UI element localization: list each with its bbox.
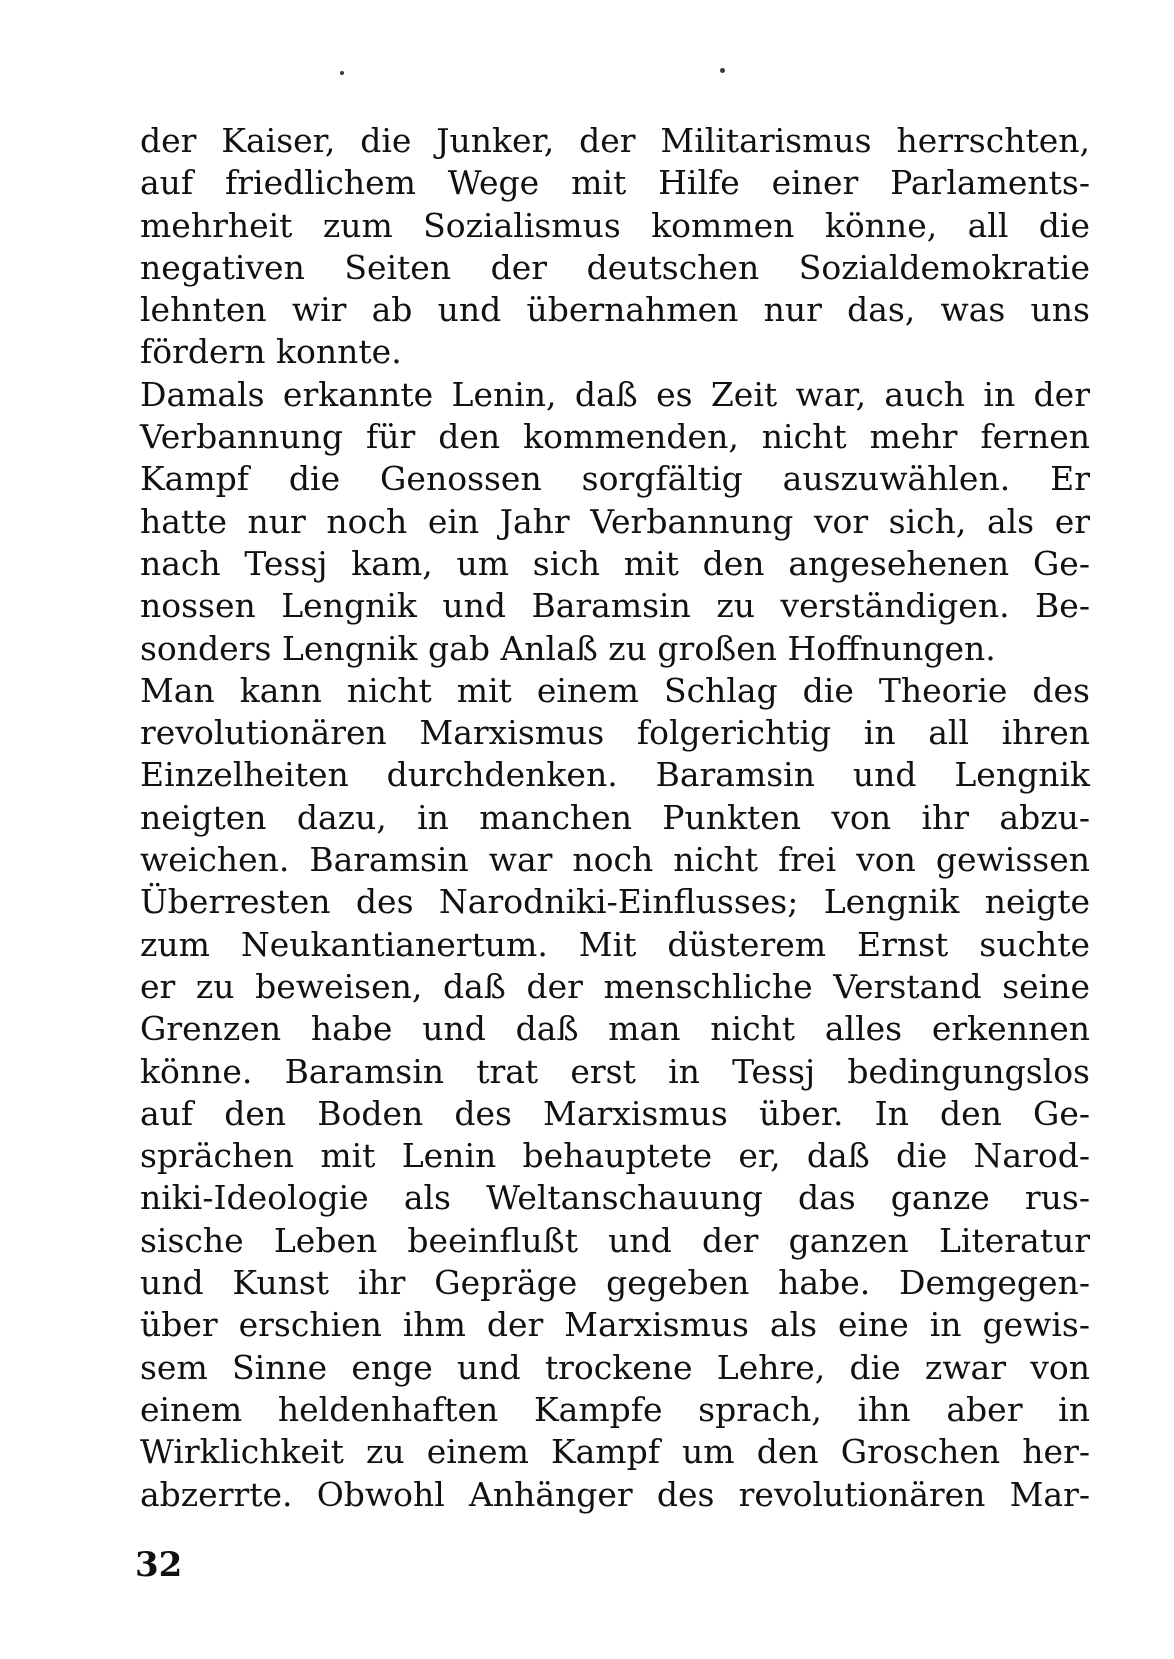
text-line: Verbannung für den kommenden, nicht mehr fernen [140,417,1090,457]
text-line: mehrheit zum Sozialismus kommen könne, all die [140,205,1090,245]
print-speck-right [720,68,725,73]
text-line: zum Neukantianertum. Mit düsterem Ernst suchte [140,924,1090,964]
text-line: nach Tessj kam, um sich mit den angesehenen Ge- [140,543,1090,583]
text-line: abzerrte. Obwohl Anhänger des revolutionären Mar- [140,1474,1090,1514]
text-line: nossen Lengnik und Baramsin zu verständigen. Be- [140,586,1090,626]
text-line: Grenzen habe und daß man nicht alles erkennen [140,1009,1090,1049]
text-line: sem Sinne enge und trockene Lehre, die zwar von [140,1347,1090,1387]
text-line: revolutionären Marxismus folgerichtig in all ihren [140,713,1090,753]
text-line: neigten dazu, in manchen Punkten von ihr abzu- [140,797,1090,837]
body-text [140,120,1090,1516]
text-line: weichen. Baramsin war noch nicht frei von gewissen [140,840,1090,880]
text-line: Einzelheiten durchdenken. Baramsin und Lengnik [140,755,1090,795]
text-line: niki-Ideologie als Weltanschauung das ganze rus- [140,1178,1090,1218]
text-line: auf friedlichem Wege mit Hilfe einer Parlaments- [140,163,1090,203]
text-line: negativen Seiten der deutschen Sozialdemokratie [140,247,1090,287]
text-line: über erschien ihm der Marxismus als eine in gewis- [140,1305,1090,1345]
print-speck-left [340,71,344,75]
text-line: der Kaiser, die Junker, der Militarismus herrschten, [140,121,1090,160]
text-line: auf den Boden des Marxismus über. In den Ge- [140,1093,1090,1133]
text-line: Man kann nicht mit einem Schlag die Theorie des [140,670,1090,710]
text-line: Damals erkannte Lenin, daß es Zeit war, auch in der [140,374,1090,414]
text-line: Wirklichkeit zu einem Kampf um den Groschen her- [140,1432,1090,1472]
text-line: Überresten des Narodniki-Einflusses; Lengnik neigte [140,882,1090,922]
page-number: 32 [135,1545,183,1585]
text-line: sprächen mit Lenin behauptete er, daß die Narod- [140,1136,1090,1176]
text-line: hatte nur noch ein Jahr Verbannung vor sich, als er [140,501,1090,541]
text-line: lehnten wir ab und übernahmen nur das, was uns [140,290,1090,330]
text-line: er zu beweisen, daß der menschliche Verstand seine [140,966,1090,1006]
text-line: sische Leben beeinflußt und der ganzen Literatur [140,1220,1090,1260]
text-line: einem heldenhaften Kampfe sprach, ihn aber in [140,1389,1090,1429]
text-line: könne. Baramsin trat erst in Tessj bedingungslos [140,1051,1090,1091]
text-line: Kampf die Genossen sorgfältig auszuwählen. Er [140,459,1090,499]
text-line: sonders Lengnik gab Anlaß zu großen Hoffnungen. [140,628,996,668]
text-line: fördern konnte. [140,332,402,372]
text-line: und Kunst ihr Gepräge gegeben habe. Demgegen- [140,1263,1090,1303]
